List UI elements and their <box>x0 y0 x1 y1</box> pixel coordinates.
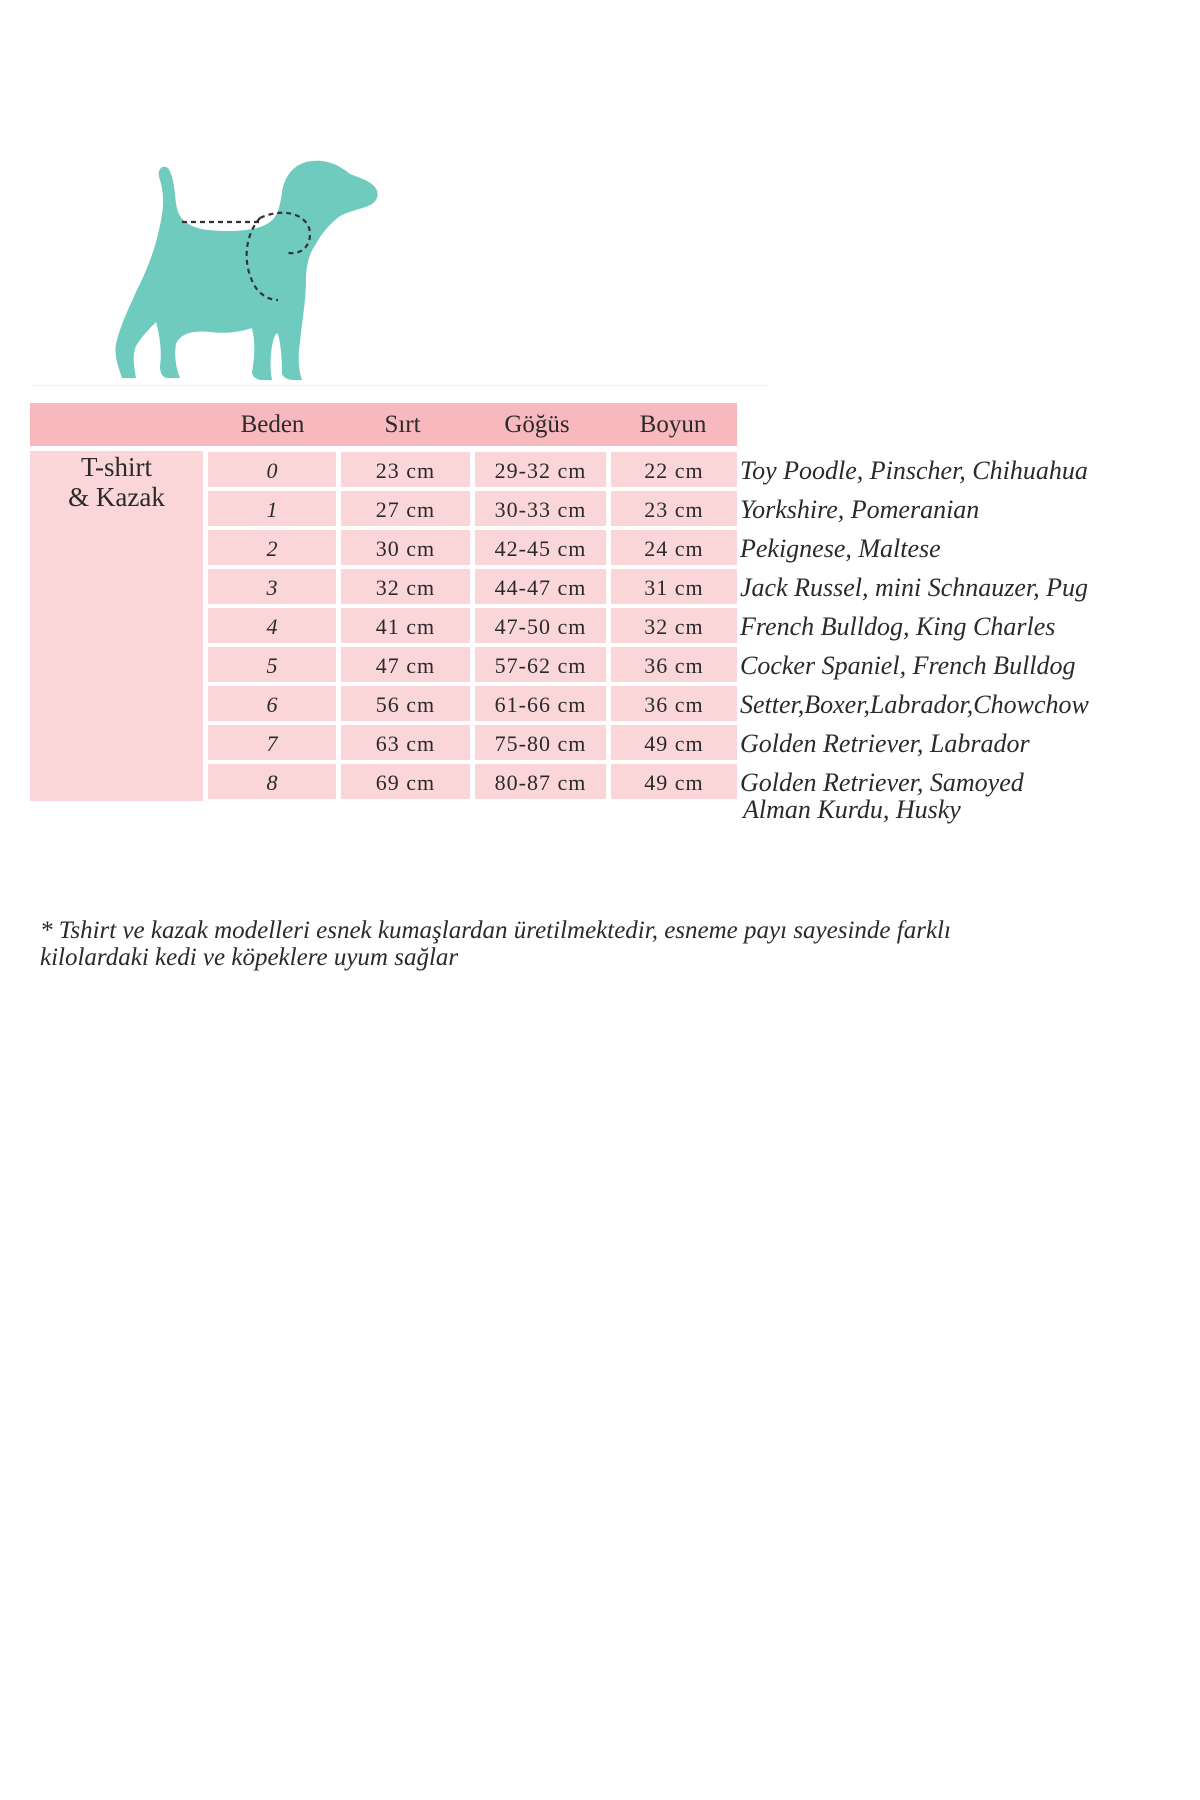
cell-boyun: 32 cm <box>611 608 737 643</box>
divider <box>30 385 770 386</box>
breed-text: Yorkshire, Pomeranian <box>740 495 980 524</box>
breed-text: Pekignese, Maltese <box>740 534 941 563</box>
cell-boyun: 23 cm <box>611 491 737 526</box>
table-row <box>208 491 737 526</box>
product-group-line2: & Kazak <box>68 482 165 512</box>
dog-measurement-icon <box>110 160 390 385</box>
cell-beden: 2 <box>208 530 336 565</box>
header-gogus: Göğüs <box>504 411 570 438</box>
footnote-line2: kilolardaki kedi ve köpeklere uyum sağlar <box>40 944 459 971</box>
cell-sirt: 63 cm <box>341 725 470 760</box>
product-group-label <box>30 452 203 512</box>
cell-boyun: 22 cm <box>611 452 737 487</box>
table-row <box>208 452 737 487</box>
cell-gogus: 61-66 cm <box>475 686 606 721</box>
cell-beden: 4 <box>208 608 336 643</box>
cell-sirt: 23 cm <box>341 452 470 487</box>
cell-gogus: 30-33 cm <box>475 491 606 526</box>
breed-text: Golden Retriever, Labrador <box>740 729 1030 758</box>
cell-beden: 5 <box>208 647 336 682</box>
cell-gogus: 44-47 cm <box>475 569 606 604</box>
cell-gogus: 57-62 cm <box>475 647 606 682</box>
table-row <box>208 530 737 565</box>
cell-beden: 7 <box>208 725 336 760</box>
size-table-body <box>208 452 737 803</box>
cell-gogus: 75-80 cm <box>475 725 606 760</box>
cell-beden: 8 <box>208 764 336 799</box>
breed-text: Jack Russel, mini Schnauzer, Pug <box>740 573 1089 602</box>
cell-sirt: 69 cm <box>341 764 470 799</box>
table-row <box>208 569 737 604</box>
breed-text: Setter,Boxer,Labrador,Chowchow <box>740 690 1089 719</box>
cell-sirt: 27 cm <box>341 491 470 526</box>
cell-beden: 6 <box>208 686 336 721</box>
footnote <box>40 917 1160 971</box>
header-sirt: Sırt <box>384 411 421 438</box>
cell-beden: 3 <box>208 569 336 604</box>
footnote-line1: * Tshirt ve kazak modelleri esnek kumaşlardan üretilmektedir, esneme payı sayesinde farklı <box>40 917 951 944</box>
header-boyun: Boyun <box>639 411 707 438</box>
cell-gogus: 80-87 cm <box>475 764 606 799</box>
cell-beden: 0 <box>208 452 336 487</box>
table-row <box>208 647 737 682</box>
breed-text: French Bulldog, King Charles <box>740 612 1056 641</box>
cell-gogus: 42-45 cm <box>475 530 606 565</box>
cell-boyun: 24 cm <box>611 530 737 565</box>
table-row <box>208 725 737 760</box>
cell-boyun: 49 cm <box>611 725 737 760</box>
table-row <box>208 686 737 721</box>
header-beden: Beden <box>240 411 305 438</box>
breed-text: Toy Poodle, Pinscher, Chihuahua <box>740 456 1088 485</box>
cell-sirt: 41 cm <box>341 608 470 643</box>
product-group-line1: T-shirt <box>80 452 152 482</box>
breed-text-extra: Alman Kurdu, Husky <box>743 795 961 824</box>
table-row <box>208 764 737 799</box>
cell-sirt: 56 cm <box>341 686 470 721</box>
cell-boyun: 49 cm <box>611 764 737 799</box>
breed-text: Cocker Spaniel, French Bulldog <box>740 651 1076 680</box>
cell-boyun: 36 cm <box>611 647 737 682</box>
cell-beden: 1 <box>208 491 336 526</box>
cell-boyun: 36 cm <box>611 686 737 721</box>
breed-text: Golden Retriever, Samoyed <box>740 768 1024 797</box>
cell-sirt: 30 cm <box>341 530 470 565</box>
cell-boyun: 31 cm <box>611 569 737 604</box>
cell-gogus: 29-32 cm <box>475 452 606 487</box>
cell-sirt: 47 cm <box>341 647 470 682</box>
cell-gogus: 47-50 cm <box>475 608 606 643</box>
cell-sirt: 32 cm <box>341 569 470 604</box>
table-row <box>208 608 737 643</box>
breed-list <box>740 452 1200 803</box>
